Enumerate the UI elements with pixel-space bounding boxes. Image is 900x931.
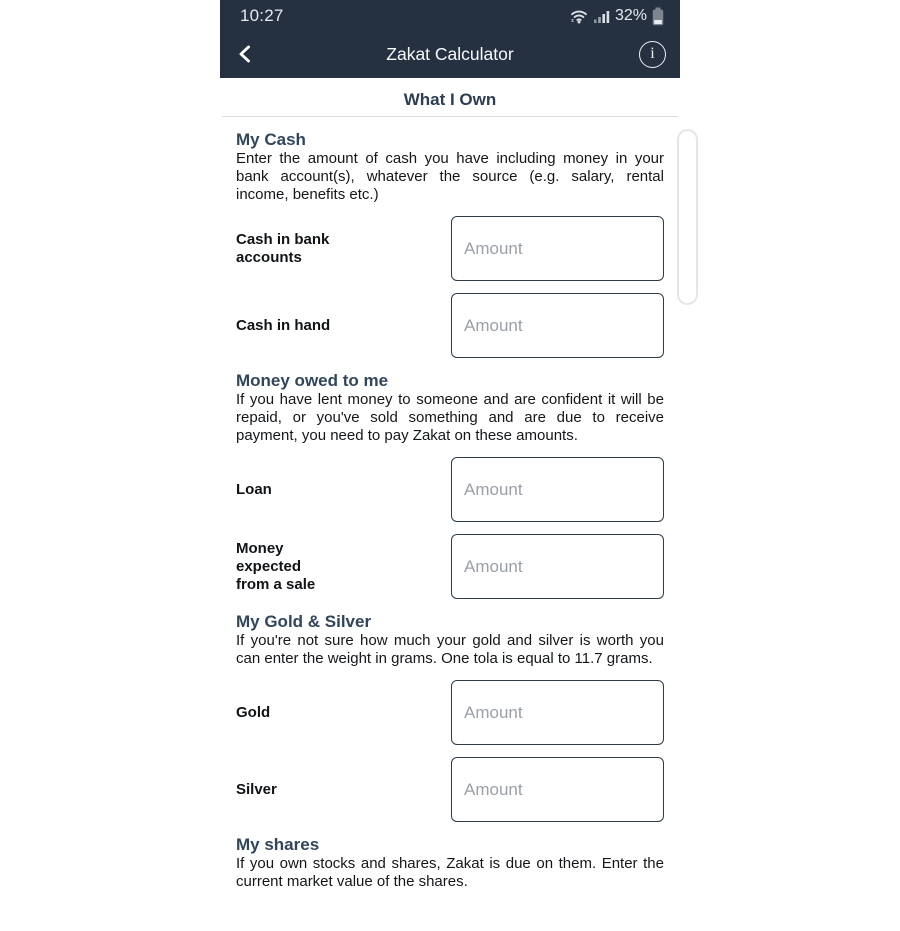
battery-percentage: 32% xyxy=(614,7,647,24)
field-row-silver xyxy=(236,757,664,822)
section-money-owed xyxy=(236,370,664,599)
section-description: If you have lent money to someone and are confident it will be repaid, or you've sold something and are due to receive payment, you need to pay Zakat on these amounts. xyxy=(236,391,664,444)
section-title: My Cash xyxy=(236,130,306,149)
status-icons xyxy=(569,7,664,26)
field-label: Loan xyxy=(236,480,272,498)
section-gold-silver xyxy=(236,611,664,822)
section-title: My shares xyxy=(236,835,320,854)
field-row-cash-in-hand xyxy=(236,293,664,358)
field-label: Cash in hand xyxy=(236,316,331,334)
form-content xyxy=(220,129,680,931)
field-row-loan xyxy=(236,457,664,522)
status-time: 10:27 xyxy=(240,6,284,25)
field-label: Money expected from a sale xyxy=(236,539,316,593)
heading-divider xyxy=(222,116,678,117)
page-title: Zakat Calculator xyxy=(386,43,514,64)
wifi-icon xyxy=(569,8,589,24)
sale-money-amount-input[interactable] xyxy=(451,534,664,599)
chevron-left-icon xyxy=(234,42,256,66)
section-description: If you own stocks and shares, Zakat is due on them. Enter the current market value of the shares. xyxy=(236,855,664,890)
signal-strength-icon xyxy=(594,9,610,24)
status-bar xyxy=(220,0,680,30)
cash-in-hand-amount-input[interactable] xyxy=(451,293,664,358)
scrollbar-thumb[interactable] xyxy=(677,129,698,305)
info-button[interactable] xyxy=(639,41,666,68)
field-label: Silver xyxy=(236,780,277,798)
loan-amount-input[interactable] xyxy=(451,457,664,522)
field-row-money-expected xyxy=(236,534,664,599)
gold-amount-input[interactable] xyxy=(451,680,664,745)
section-my-cash xyxy=(236,129,664,358)
section-title: My Gold & Silver xyxy=(236,612,372,631)
section-title: Money owed to me xyxy=(236,371,389,390)
app-bar xyxy=(220,30,680,78)
section-description: Enter the amount of cash you have including money in your bank account(s), whatever the source (e.g. salary, rental income, benefits etc.) xyxy=(236,150,664,203)
battery-icon xyxy=(652,7,664,26)
back-button[interactable] xyxy=(234,42,256,66)
cash-in-bank-amount-input[interactable] xyxy=(451,216,664,281)
silver-amount-input[interactable] xyxy=(451,757,664,822)
field-label: Gold xyxy=(236,703,271,721)
field-row-cash-in-bank xyxy=(236,216,664,281)
field-label: Cash in bank accounts xyxy=(236,230,330,266)
section-my-shares xyxy=(236,834,664,891)
field-row-gold xyxy=(236,680,664,745)
zakat-calculator-app xyxy=(220,0,680,931)
what-i-own-heading: What I Own xyxy=(403,90,497,109)
info-icon: i xyxy=(650,45,655,62)
section-description: If you're not sure how much your gold and silver is worth you can enter the weight in grams. One tola is equal to 11.7 grams. xyxy=(236,632,664,667)
